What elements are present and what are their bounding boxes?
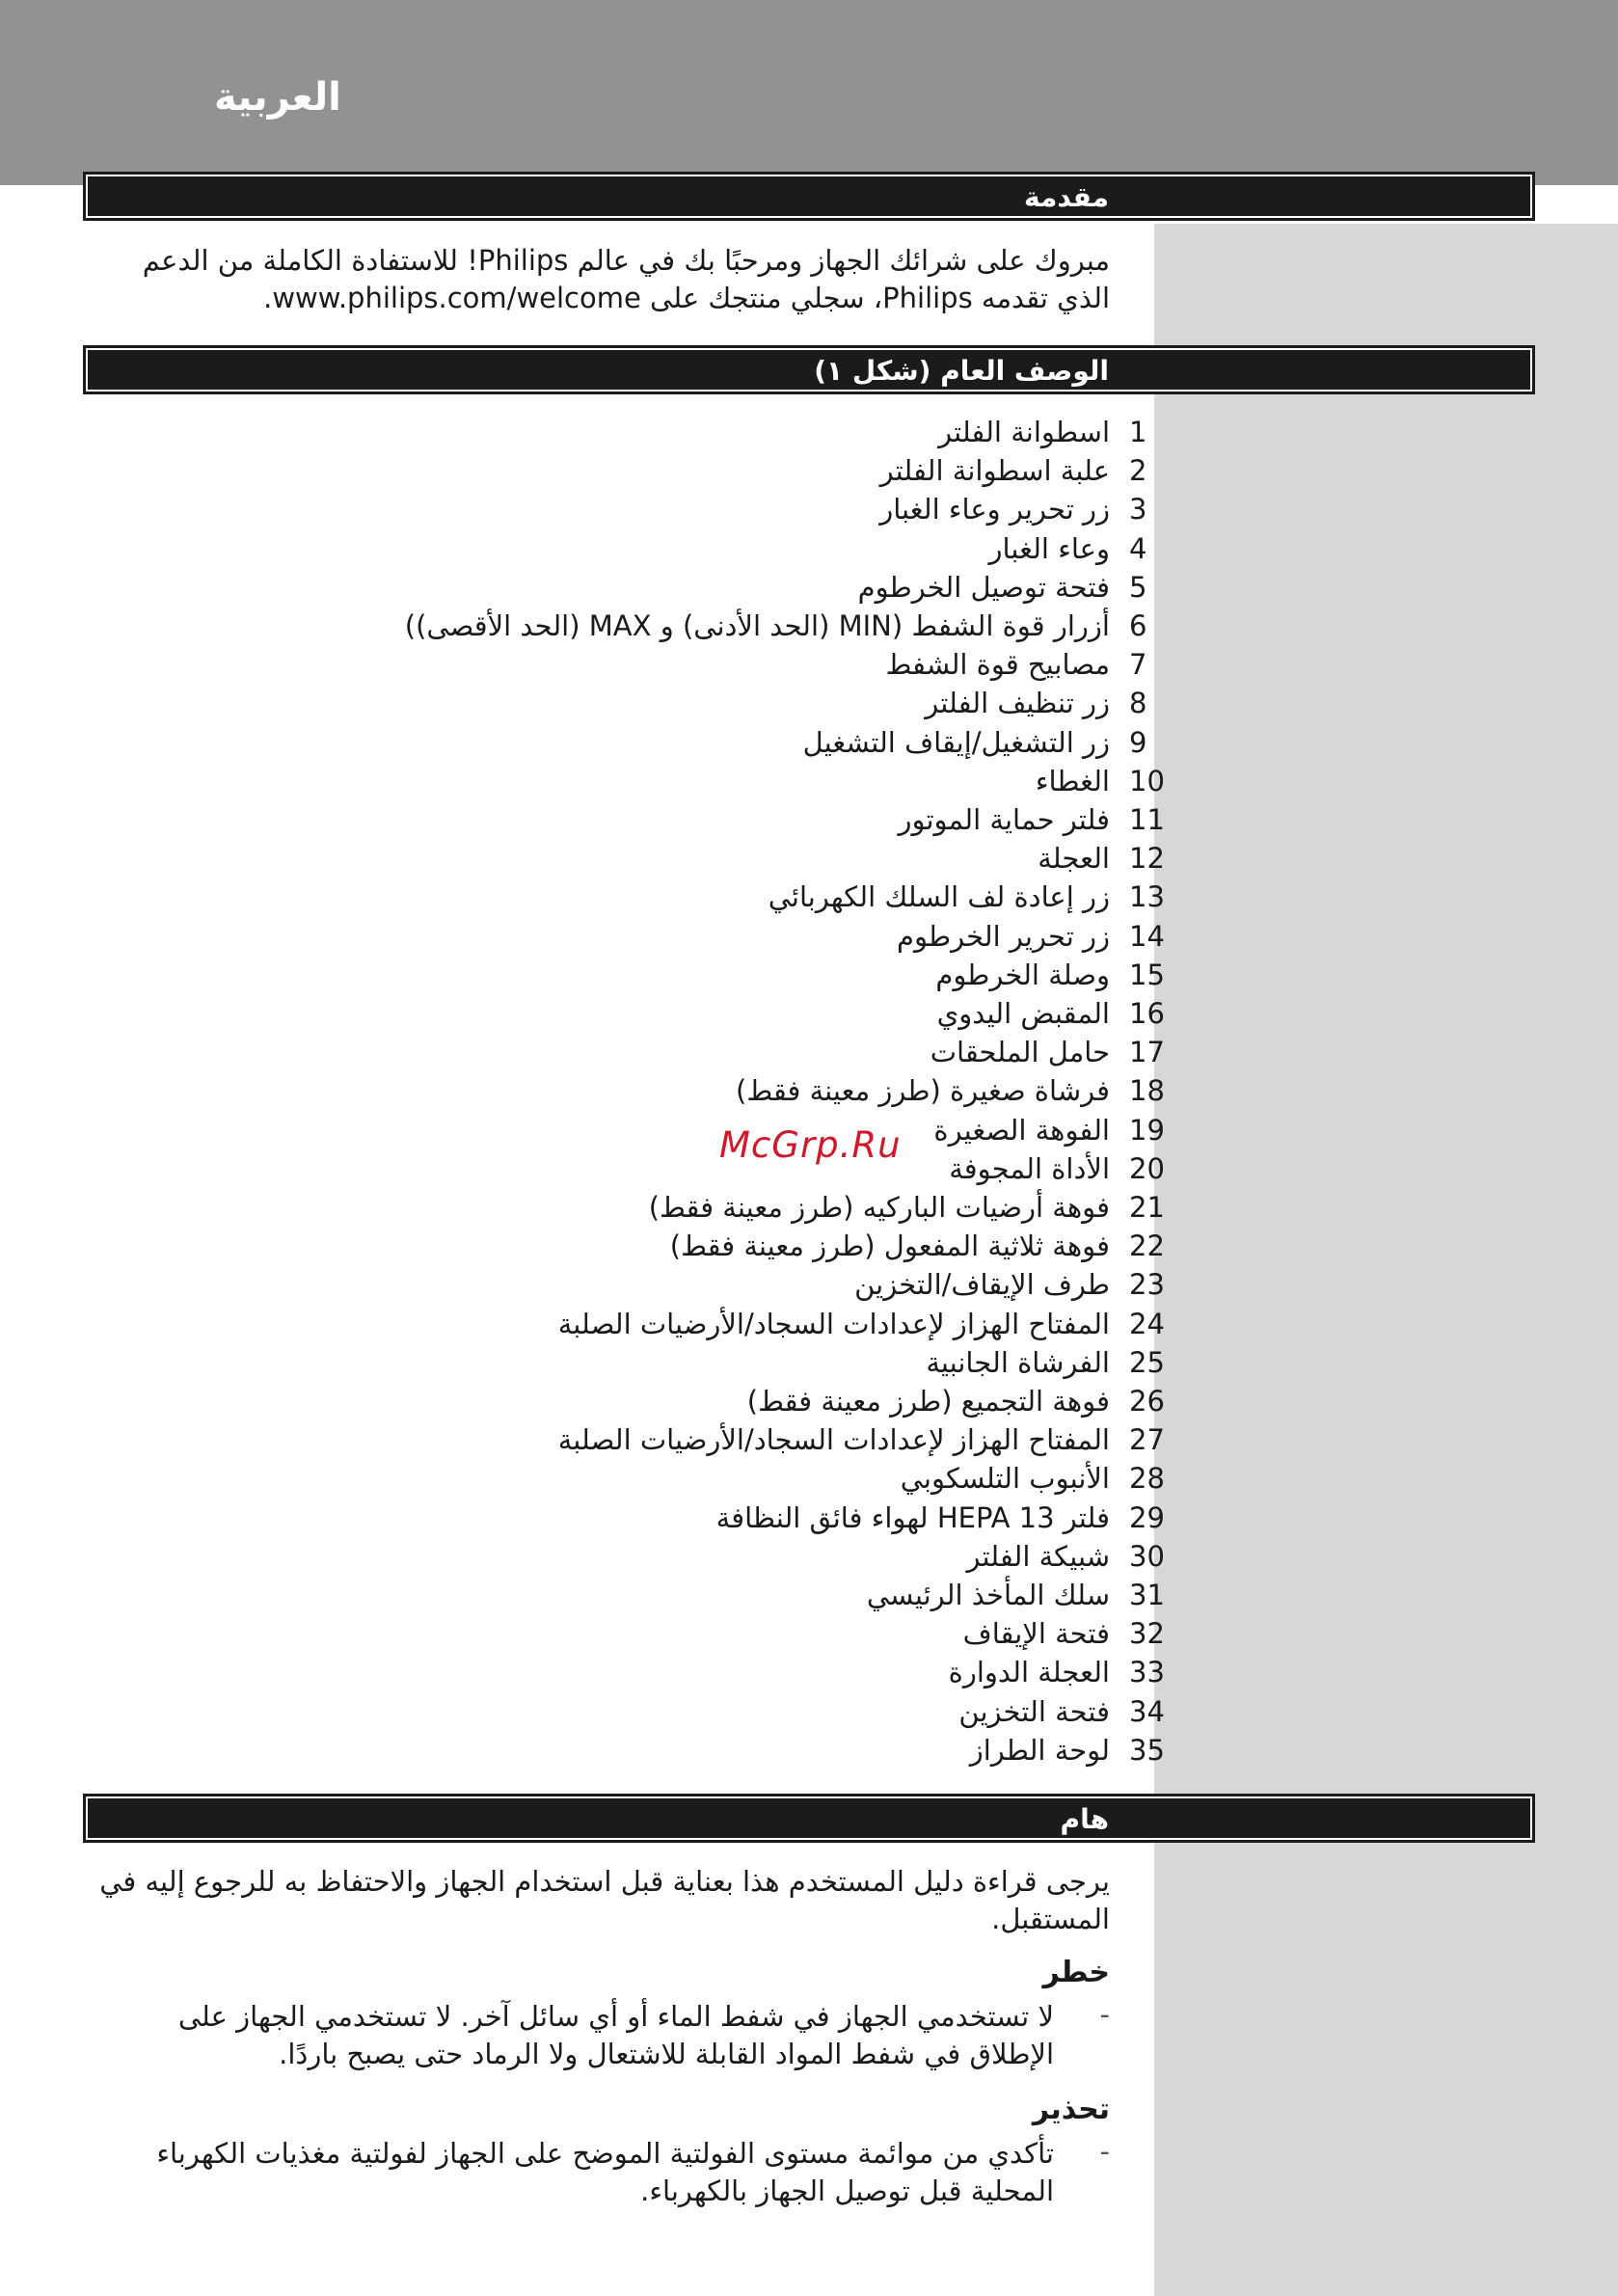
list-item-label: سلك المأخذ الرئيسي	[866, 1579, 1110, 1611]
list-item	[962, 1614, 1165, 1653]
section-title-general-description: الوصف العام (شكل ١)	[814, 355, 1109, 387]
list-item	[933, 1111, 1165, 1149]
list-item-label: الأداة المجوفة	[949, 1151, 1110, 1185]
list-item-label: زر تحرير الخرطوم	[897, 919, 1110, 953]
list-item-label: المفتاح الهزاز لإعدادات السجاد/الأرضيات الصلبة	[557, 1307, 1110, 1340]
list-item-label: أزرار قوة الشفط (MIN (الحد الأدنى) و MAX (الحد الأقصى))	[404, 609, 1110, 642]
list-item-number: 29	[1129, 1500, 1165, 1534]
list-item-number: 27	[1129, 1423, 1165, 1457]
list-item-label: فتحة التخزين	[958, 1694, 1110, 1728]
list-item	[879, 490, 1147, 528]
list-item	[966, 1537, 1165, 1576]
list-item	[948, 1653, 1165, 1691]
list-item	[879, 451, 1147, 490]
list-item	[557, 1420, 1165, 1459]
list-item	[925, 684, 1147, 722]
list-item	[898, 800, 1165, 839]
list-item-number: 23	[1129, 1268, 1165, 1302]
list-item-number: 1	[1129, 416, 1147, 448]
list-item	[935, 956, 1165, 994]
list-item	[969, 1731, 1165, 1769]
list-item	[988, 529, 1147, 568]
list-item-number: 14	[1129, 919, 1165, 953]
list-item	[736, 1071, 1165, 1110]
list-item-number: 12	[1129, 842, 1165, 876]
danger-heading: خطر	[1042, 1956, 1110, 1989]
list-item-label: زر التشغيل/إيقاف التشغيل	[802, 725, 1110, 759]
list-item-label: طرف الإيقاف/التخزين	[854, 1268, 1110, 1302]
list-item-label: حامل الملحقات	[930, 1036, 1110, 1069]
list-item	[854, 1265, 1165, 1304]
list-item	[958, 1692, 1165, 1731]
list-item-number: 34	[1129, 1694, 1165, 1728]
list-item	[866, 1576, 1165, 1614]
list-item	[926, 1343, 1165, 1382]
list-item-label: وصلة الخرطوم	[935, 958, 1110, 991]
list-item-number: 24	[1129, 1307, 1165, 1340]
list-item-label: فوهة ثلاثية المفعول (طرز معينة فقط)	[669, 1229, 1110, 1263]
list-item-label: فتحة توصيل الخرطوم	[857, 570, 1110, 604]
list-item-number: 11	[1129, 803, 1165, 836]
list-item-label: فتحة الإيقاف	[962, 1617, 1110, 1651]
list-item	[669, 1227, 1165, 1265]
list-item-number: 16	[1129, 997, 1165, 1030]
list-item-number: 21	[1129, 1191, 1165, 1224]
list-item	[900, 1459, 1165, 1498]
list-item-number: 32	[1129, 1617, 1165, 1651]
list-item-number: 9	[1129, 725, 1147, 759]
list-item-number: 13	[1129, 880, 1165, 914]
warning-bullet-mark: -	[1099, 2135, 1110, 2168]
list-item	[936, 994, 1165, 1033]
warning-text: تأكدي من موائمة مستوى الفولتية الموضح على الجهاز لفولتية مغذيات الكهرباء المحلية قبل توصيل الجهاز بالكهرباء.	[156, 2137, 1054, 2207]
warning-heading: تحذير	[1032, 2093, 1110, 2126]
watermark: McGrp.Ru	[719, 1124, 902, 1166]
list-item-label: المفتاح الهزاز لإعدادات السجاد/الأرضيات الصلبة	[557, 1423, 1110, 1457]
section-bar-important	[83, 1794, 1535, 1843]
intro-paragraph: مبروك على شرائك الجهاز ومرحبًا بك في عالم Philips! للاستفادة الكاملة من الدعم الذي تقدمه Philips، سجلي منتجك على www.philips.com/welcome.	[142, 244, 1110, 314]
list-item-number: 5	[1129, 570, 1147, 604]
section-bar-intro	[83, 172, 1535, 221]
list-item-number: 28	[1129, 1462, 1165, 1496]
list-item-label: الغطاء	[1035, 764, 1110, 797]
list-item-label: فرشاة صغيرة (طرز معينة فقط)	[736, 1074, 1110, 1108]
side-margin-strip	[1154, 224, 1618, 2296]
list-item-number: 19	[1129, 1113, 1165, 1147]
list-item-label: مصابيح قوة الشفط	[885, 648, 1110, 682]
list-item-label: فلتر حماية الموتور	[898, 803, 1110, 836]
list-item-number: 7	[1129, 648, 1147, 682]
list-item	[885, 645, 1147, 684]
list-item-label: العجلة	[1038, 842, 1110, 876]
list-item-number: 25	[1129, 1345, 1165, 1379]
list-item-label: وعاء الغبار	[988, 531, 1110, 565]
list-item-label: شبيكة الفلتر	[966, 1539, 1110, 1573]
list-item-label: اسطوانة الفلتر	[938, 416, 1110, 448]
list-item-label: العجلة الدوارة	[948, 1656, 1110, 1689]
list-item-number: 15	[1129, 958, 1165, 991]
list-item	[1038, 839, 1165, 878]
list-item-label: فوهة أرضيات الباركيه (طرز معينة فقط)	[648, 1191, 1110, 1224]
list-item	[1035, 762, 1165, 800]
list-item-label: الأنبوب التلسكوبي	[900, 1462, 1110, 1496]
list-item	[715, 1499, 1165, 1537]
list-item-number: 31	[1129, 1579, 1165, 1611]
list-item	[768, 878, 1165, 916]
list-item-number: 4	[1129, 531, 1147, 565]
list-item-number: 6	[1129, 609, 1147, 642]
list-item-number: 20	[1129, 1151, 1165, 1185]
list-item	[648, 1188, 1165, 1227]
list-item	[802, 723, 1147, 762]
danger-bullet-mark: -	[1099, 1998, 1110, 2031]
list-item-number: 17	[1129, 1036, 1165, 1069]
list-item-label: علبة اسطوانة الفلتر	[879, 454, 1110, 488]
list-item-number: 22	[1129, 1229, 1165, 1263]
list-item-number: 26	[1129, 1385, 1165, 1418]
list-item-number: 10	[1129, 764, 1165, 797]
list-item-label: الفرشاة الجانبية	[926, 1345, 1110, 1379]
list-item-number: 30	[1129, 1539, 1165, 1573]
list-item-label: زر تنظيف الفلتر	[925, 687, 1110, 720]
list-item	[930, 1033, 1165, 1071]
list-item-label: فوهة التجميع (طرز معينة فقط)	[746, 1385, 1110, 1418]
list-item-number: 35	[1129, 1733, 1165, 1767]
list-item-label: المقبض اليدوي	[936, 997, 1110, 1030]
section-title-intro: مقدمة	[1024, 181, 1109, 213]
important-paragraph: يرجى قراءة دليل المستخدم هذا بعناية قبل استخدام الجهاز والاحتفاظ به للرجوع إليه في المستقبل.	[99, 1865, 1110, 1935]
section-title-important: هام	[1060, 1803, 1109, 1835]
list-item	[949, 1149, 1165, 1188]
list-item-number: 2	[1129, 454, 1147, 488]
section-bar-general-description	[83, 345, 1535, 394]
list-item	[857, 568, 1147, 607]
list-item-label: الفوهة الصغيرة	[933, 1113, 1110, 1147]
list-item	[746, 1382, 1165, 1420]
list-item-number: 18	[1129, 1074, 1165, 1108]
list-item-number: 33	[1129, 1656, 1165, 1689]
list-item	[897, 917, 1165, 956]
list-item-number: 8	[1129, 687, 1147, 720]
danger-text: لا تستخدمي الجهاز في شفط الماء أو أي سائل آخر. لا تستخدمي الجهاز على الإطلاق في شفط المواد القابلة للاشتعال ولا الرماد حتى يصبح باردًا.	[177, 2000, 1054, 2070]
list-item	[938, 413, 1147, 451]
list-item-label: فلتر HEPA 13 لهواء فائق النظافة	[715, 1500, 1110, 1534]
list-item-number: 3	[1129, 493, 1147, 527]
list-item	[557, 1305, 1165, 1343]
list-item-label: زر إعادة لف السلك الكهربائي	[768, 880, 1110, 914]
language-title: العربية	[214, 75, 341, 120]
list-item	[404, 607, 1147, 645]
list-item-label: لوحة الطراز	[969, 1733, 1110, 1767]
list-item-label: زر تحرير وعاء الغبار	[879, 493, 1110, 527]
